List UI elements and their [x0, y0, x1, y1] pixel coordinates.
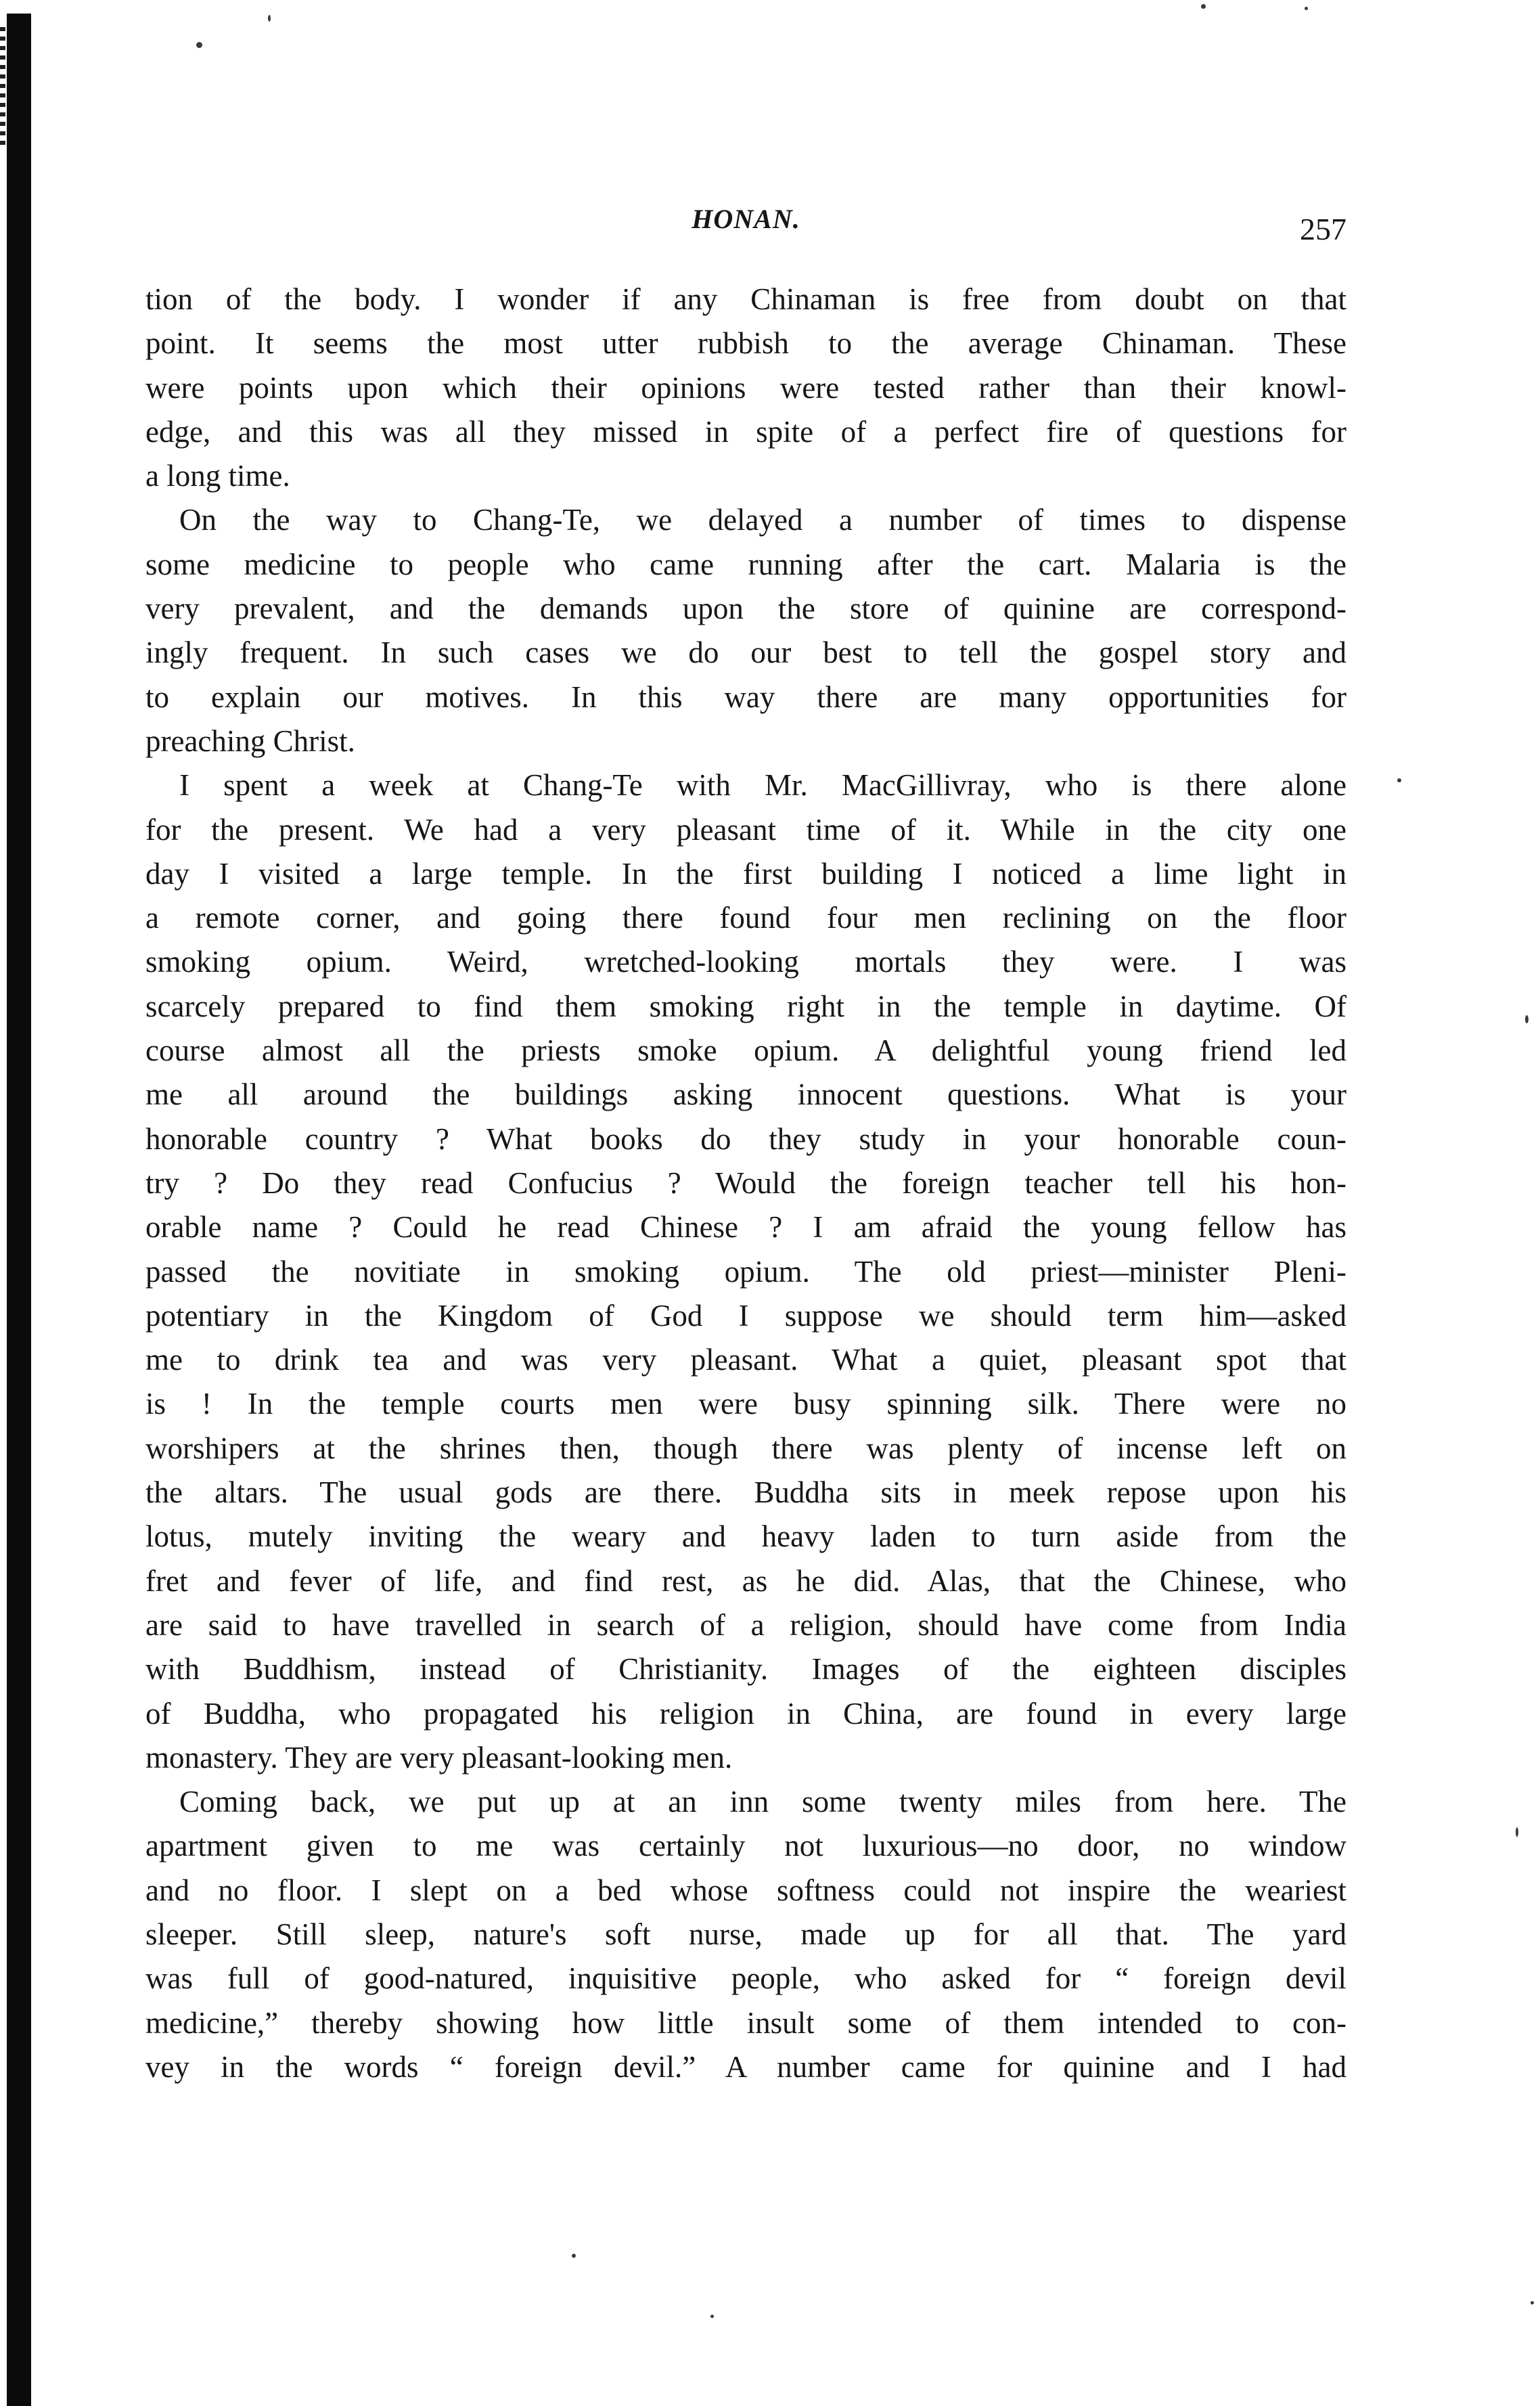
- text-line: me all around the buildings asking innocent questions. What is your: [145, 1077, 1346, 1112]
- text-line: a long time.: [145, 459, 290, 493]
- text-line: potentiary in the Kingdom of God I suppose we should term him—asked: [145, 1298, 1346, 1333]
- text-line: are said to have travelled in search of a religion, should have come from India: [145, 1607, 1346, 1642]
- text-line: course almost all the priests smoke opium. A delightful young friend led: [145, 1033, 1346, 1068]
- binding-edge: [0, 27, 5, 149]
- text-line: is ! In the temple courts men were busy spinning silk. There were no: [145, 1387, 1346, 1421]
- text-line: passed the novitiate in smoking opium. The old priest—minister Pleni-: [145, 1254, 1346, 1289]
- text-line: lotus, mutely inviting the weary and heavy laden to turn aside from the: [145, 1519, 1346, 1554]
- text-line: with Buddhism, instead of Christianity. Images of the eighteen disciples: [145, 1652, 1346, 1687]
- text-line: Coming back, we put up at an inn some twenty miles from here. The: [179, 1785, 1346, 1819]
- text-line: edge, and this was all they missed in spite of a perfect fire of questions for: [145, 414, 1346, 449]
- text-line: preaching Christ.: [145, 723, 355, 758]
- text-line: a remote corner, and going there found four men reclining on the floor: [145, 901, 1346, 935]
- text-line: try ? Do they read Confucius ? Would the foreign teacher tell his hon-: [145, 1165, 1346, 1200]
- text-line: of Buddha, who propagated his religion in China, are found in every large: [145, 1696, 1346, 1731]
- book-page: [145, 0, 1346, 2406]
- text-line: apartment given to me was certainly not luxurious—no door, no window: [145, 1829, 1346, 1863]
- text-line: I spent a week at Chang-Te with Mr. MacGillivray, who is there alone: [179, 768, 1346, 803]
- text-line: vey in the words “ foreign devil.” A number came for quinine and I had: [145, 2049, 1346, 2084]
- text-line: smoking opium. Weird, wretched-looking mortals they were. I was: [145, 945, 1346, 979]
- text-line: fret and fever of life, and find rest, as he did. Alas, that the Chinese, who: [145, 1563, 1346, 1598]
- text-line: tion of the body. I wonder if any Chinaman is free from doubt on that: [145, 282, 1346, 316]
- text-line: point. It seems the most utter rubbish to the average Chinaman. These: [145, 326, 1346, 361]
- text-line: sleeper. Still sleep, nature's soft nurse, made up for all that. The yard: [145, 1917, 1346, 1951]
- text-line: honorable country ? What books do they study in your honorable coun-: [145, 1121, 1346, 1156]
- print-speck: [1525, 1015, 1528, 1023]
- text-line: me to drink tea and was very pleasant. What a quiet, pleasant spot that: [145, 1343, 1346, 1377]
- print-speck: [1397, 778, 1401, 782]
- text-line: monastery. They are very pleasant-looking men.: [145, 1740, 733, 1775]
- text-line: the altars. The usual gods are there. Buddha sits in meek repose upon his: [145, 1475, 1346, 1510]
- text-line: to explain our motives. In this way there are many opportunities for: [145, 680, 1346, 714]
- text-line: some medicine to people who came running after the cart. Malaria is the: [145, 547, 1346, 581]
- running-head: [145, 196, 1346, 250]
- text-line: ingly frequent. In such cases we do our best to tell the gospel story and: [145, 636, 1346, 670]
- text-line: and no floor. I slept on a bed whose softness could not inspire the weariest: [145, 1873, 1346, 1907]
- text-line: orable name ? Could he read Chinese ? I am afraid the young fellow has: [145, 1210, 1346, 1245]
- text-line: scarcely prepared to find them smoking right in the temple in daytime. Of: [145, 989, 1346, 1023]
- print-speck: [1516, 1827, 1518, 1837]
- page-number: 257: [1300, 212, 1346, 246]
- running-title: HONAN.: [692, 204, 800, 234]
- text-line: for the present. We had a very pleasant time of it. While in the city one: [145, 812, 1346, 847]
- text-line: very prevalent, and the demands upon the store of quinine are correspond-: [145, 592, 1346, 626]
- text-line: worshipers at the shrines then, though there was plenty of incense left on: [145, 1431, 1346, 1465]
- print-speck: [1531, 2301, 1534, 2304]
- text-line: day I visited a large temple. In the first building I noticed a lime light in: [145, 856, 1346, 891]
- text-line: was full of good-natured, inquisitive people, who asked for “ foreign devil: [145, 1961, 1346, 1996]
- text-line: medicine,” thereby showing how little insult some of them intended to con-: [145, 2005, 1346, 2040]
- body-text: [145, 277, 1346, 2089]
- book-spine-shadow: [7, 14, 31, 2406]
- text-line: On the way to Chang-Te, we delayed a number of times to dispense: [179, 503, 1346, 537]
- text-line: were points upon which their opinions were tested rather than their knowl-: [145, 370, 1346, 405]
